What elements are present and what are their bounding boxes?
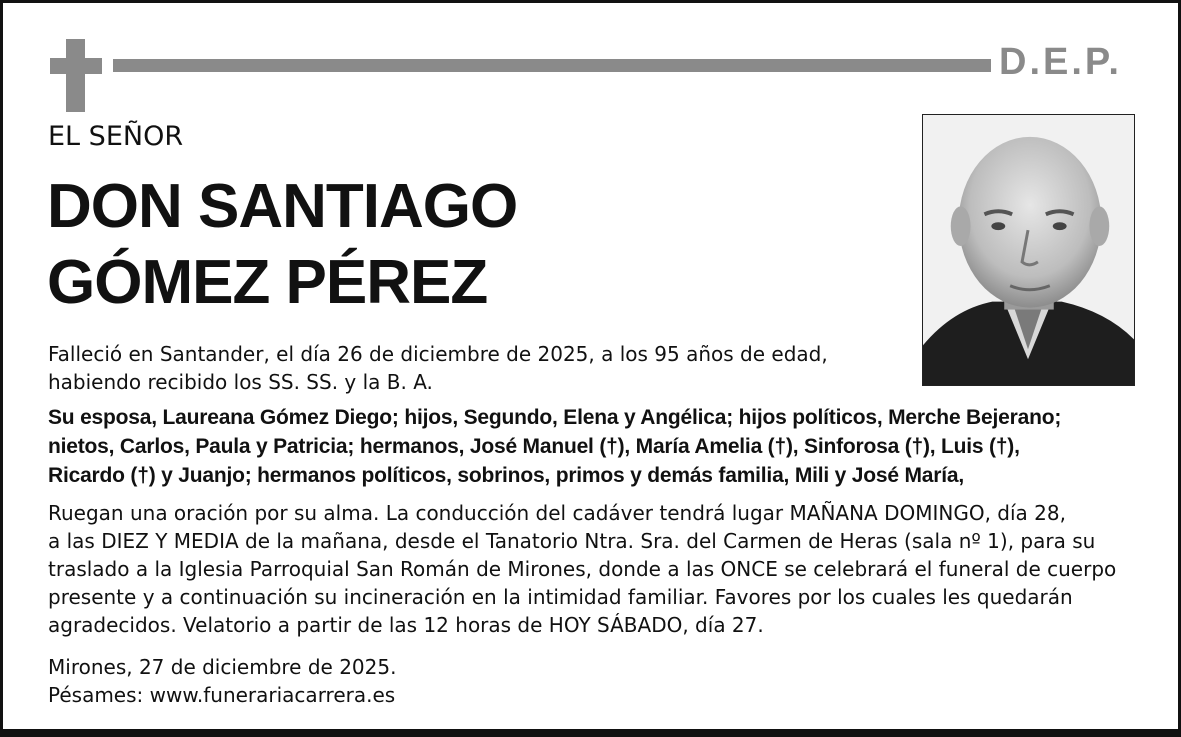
- header-rule: [113, 59, 991, 72]
- text-line: nietos, Carlos, Paula y Patricia; hermanos, José Manuel (†), María Amelia (†), Sinforosa (†), Luis (†),: [48, 435, 1020, 458]
- text-line: Falleció en Santander, el día 26 de diciembre de 2025, a los 95 años de edad,: [48, 342, 828, 366]
- text-line: agradecidos. Velatorio a partir de las 12 horas de HOY SÁBADO, día 27.: [48, 613, 764, 637]
- family-list: [48, 403, 1061, 490]
- text-line: Ruegan una oración por su alma. La conducción del cadáver tendrá lugar MAÑANA DOMINGO, día 28,: [48, 501, 1066, 525]
- intro-title: EL SEÑOR: [48, 121, 184, 152]
- text-line: Ricardo (†) y Juanjo; hermanos políticos, sobrinos, primos y demás familia, Mili y José María,: [48, 464, 964, 487]
- text-line: presente y a continuación su incineración en la intimidad familiar. Favores por los cuales les quedarán: [48, 585, 1073, 609]
- name-line: DON SANTIAGO: [47, 172, 518, 241]
- deceased-name: [47, 169, 517, 321]
- name-line: GÓMEZ PÉREZ: [47, 248, 488, 317]
- place-date: Mirones, 27 de diciembre de 2025.: [48, 655, 397, 679]
- text-line: traslado a la Iglesia Parroquial San Román de Mirones, donde a las ONCE se celebrará el funeral de cuerpo: [48, 557, 1117, 581]
- portrait-photo: [922, 114, 1135, 386]
- text-line: habiendo recibido los SS. SS. y la B. A.: [48, 370, 433, 394]
- text-line: a las DIEZ Y MEDIA de la mañana, desde el Tanatorio Ntra. Sra. del Carmen de Heras (sala nº 1), para su: [48, 529, 1096, 553]
- closing-info: [48, 653, 396, 709]
- dep-label: D.E.P.: [999, 41, 1122, 83]
- death-statement: [48, 340, 828, 396]
- cross-icon: [50, 39, 102, 112]
- ceremony-details: [48, 499, 1116, 639]
- text-line: Su esposa, Laureana Gómez Diego; hijos, Segundo, Elena y Angélica; hijos políticos, Merche Bejerano;: [48, 406, 1062, 429]
- condolences-link: Pésames: www.funerariacarrera.es: [48, 683, 396, 707]
